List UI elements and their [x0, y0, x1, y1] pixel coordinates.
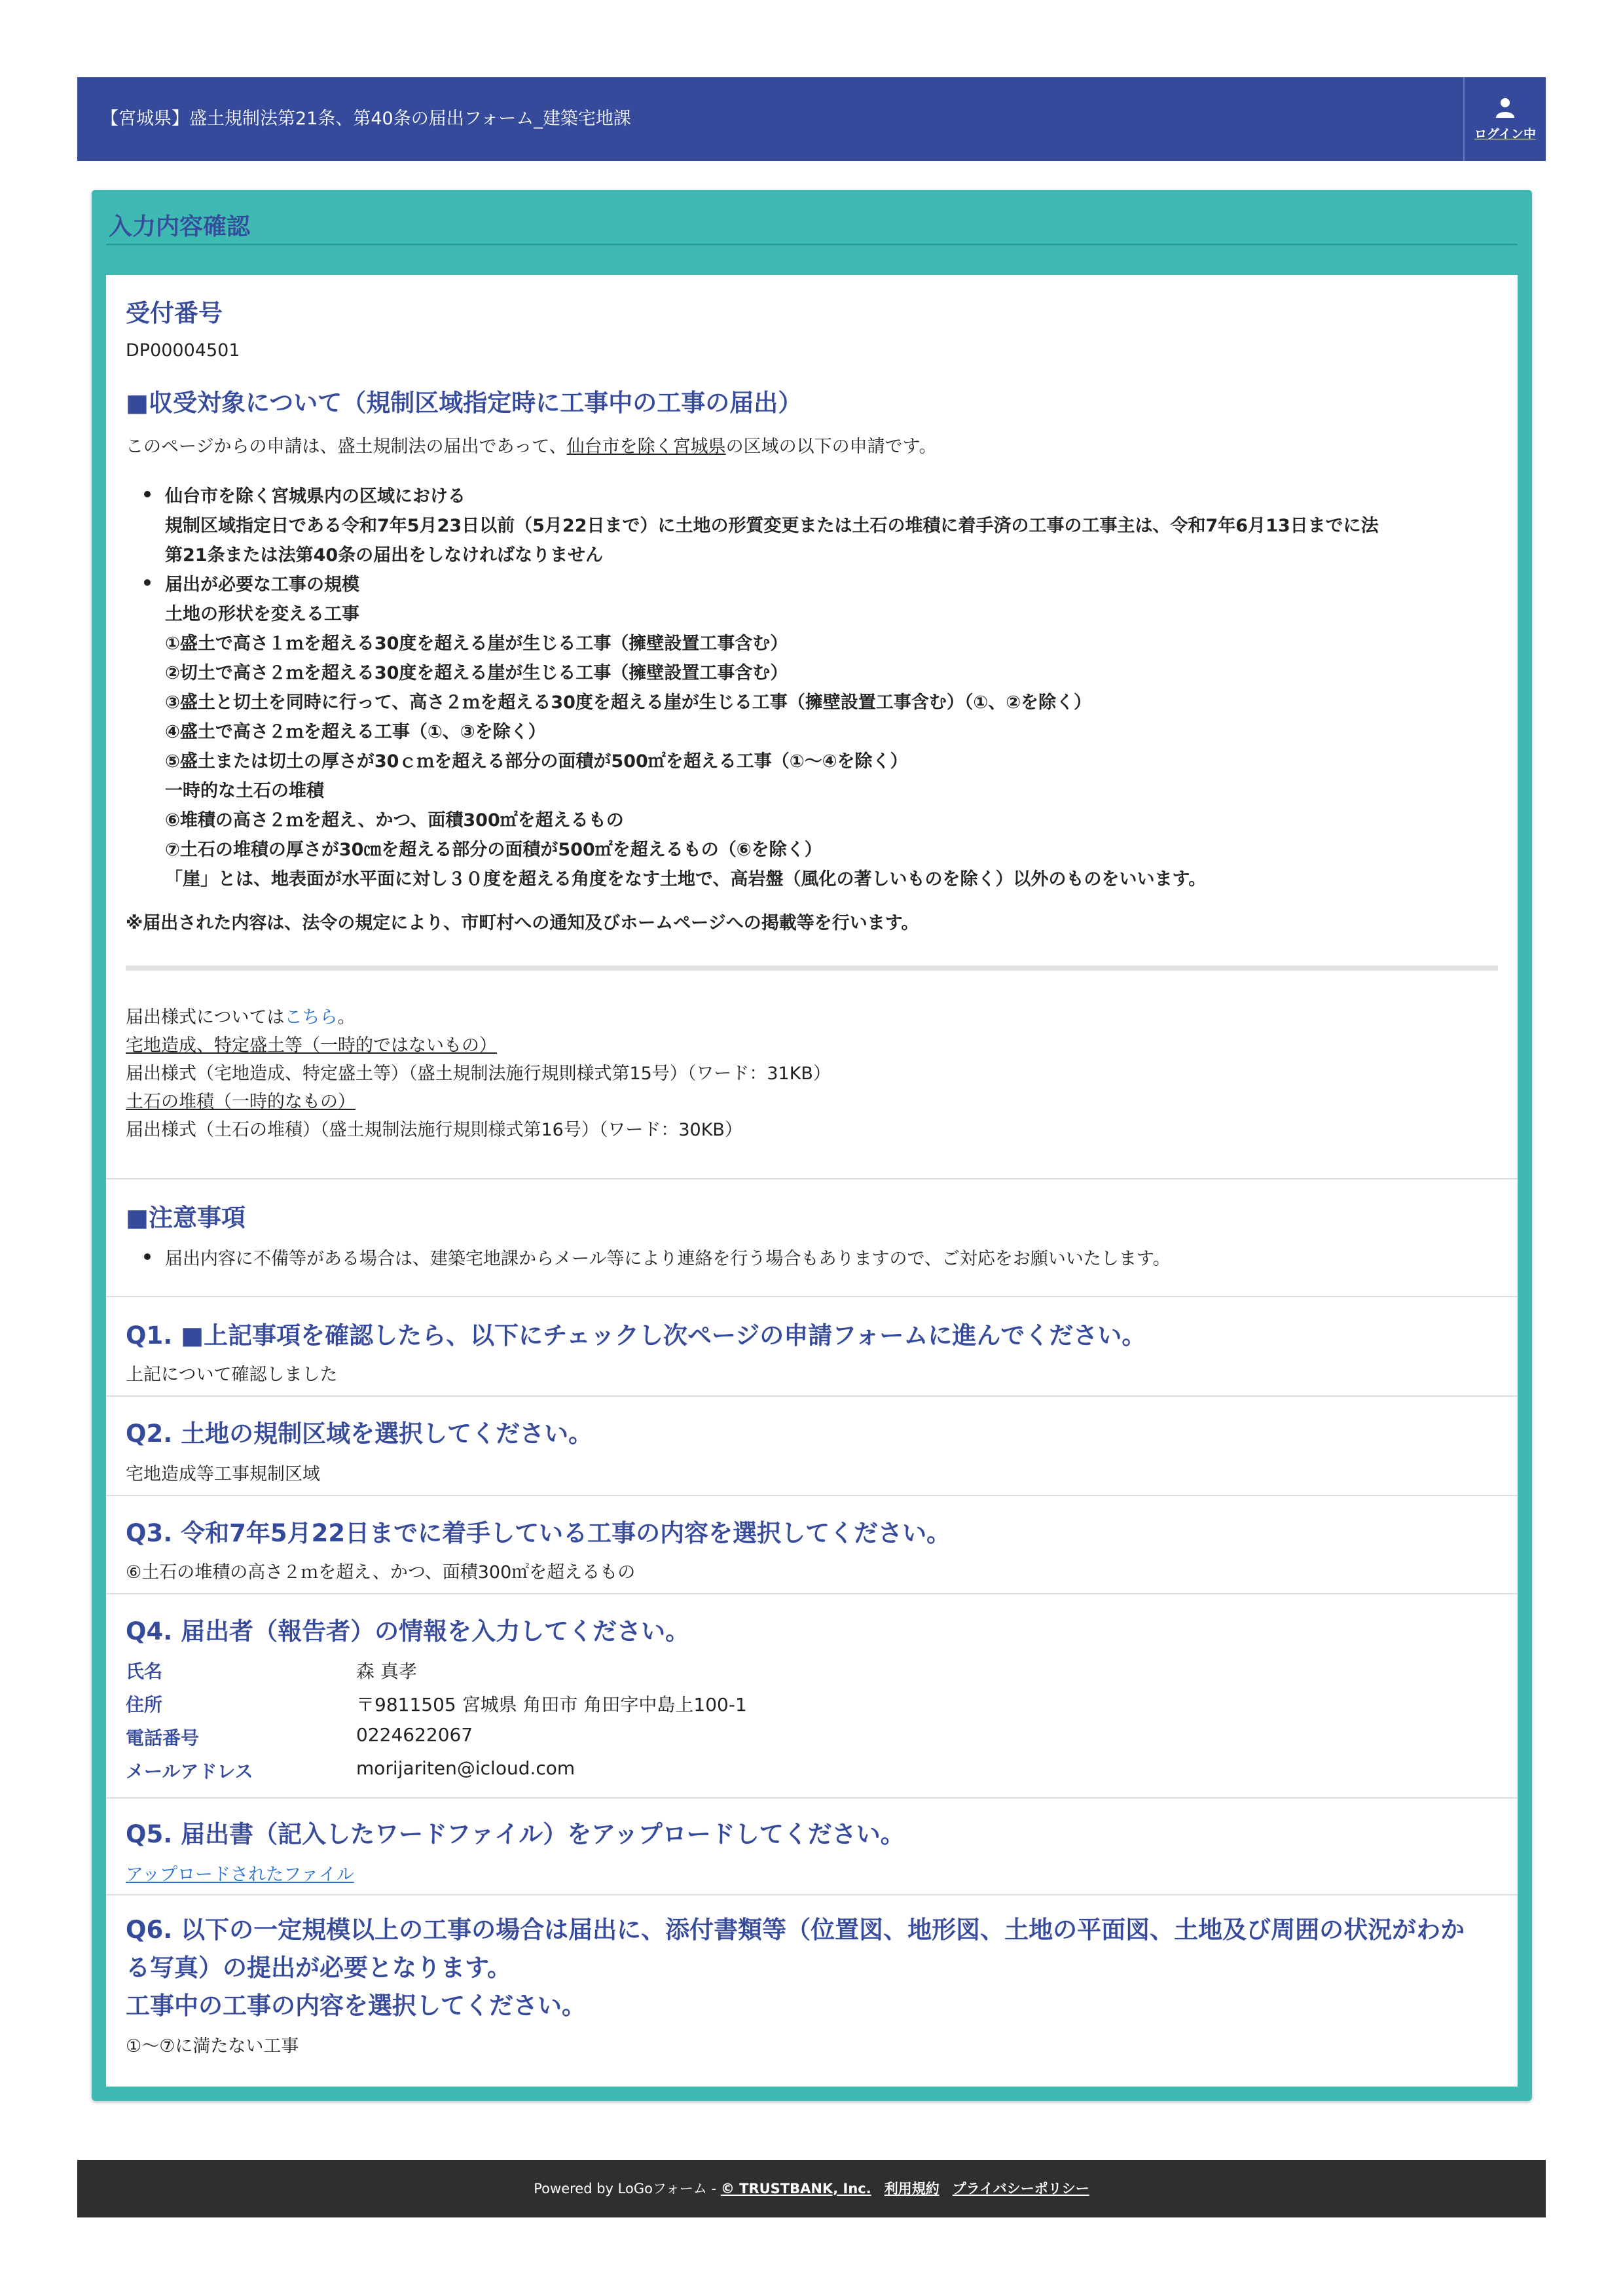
receipt-label: 受付番号: [126, 299, 223, 327]
scope-bullet2-line7: ⑤盛土または切土の厚さが30ｃｍを超える部分の面積が500㎡を超える工事（①〜④を除く）: [165, 751, 908, 772]
forms-group1: 宅地造成、特定盛土等（一時的ではないもの）: [126, 1035, 497, 1056]
notice-heading: ■注意事項: [126, 1204, 246, 1232]
bullet-dot: [144, 579, 151, 586]
scope-intro-post: の区域の以下の申請です。: [725, 437, 937, 457]
section-divider: [106, 1296, 1518, 1297]
q2-answer: 宅地造成等工事規制区域: [126, 1464, 320, 1484]
scope-bullet2-line4: ②切土で高さ２ｍを超える30度を超える崖が生じる工事（擁壁設置工事含む）: [165, 663, 788, 683]
panel-title: 入力内容確認: [109, 213, 251, 240]
scope-intro-area: 仙台市を除く宮城県: [566, 437, 726, 457]
q3-question: Q3. 令和7年5月22日までに着手している工事の内容を選択してください。: [126, 1519, 951, 1547]
footer-terms-link[interactable]: 利用規約: [884, 2181, 939, 2197]
scope-bullet1-line2: 規制区域指定日である令和7年5月23日以前（5月22日まで）に土地の形質変更または土石の堆積に着手済の工事の工事主は、令和7年6月13日までに法: [165, 516, 1379, 536]
q2-question: Q2. 土地の規制区域を選択してください。: [126, 1420, 593, 1448]
section-divider: [106, 1495, 1518, 1496]
uploaded-file-link[interactable]: アップロードされたファイル: [126, 1865, 354, 1885]
bullet-dot: [144, 491, 151, 497]
section-divider: [106, 1395, 1518, 1397]
scope-bullet1-line3: 第21条または法第40条の届出をしなければなりません: [165, 545, 604, 565]
scope-heading: ■収受対象について（規制区域指定時に工事中の工事の届出）: [126, 389, 803, 417]
receipt-number: DP00004501: [126, 340, 240, 361]
q1-answer: 上記について確認しました: [126, 1365, 338, 1385]
user-icon: [1495, 97, 1516, 119]
scope-bullet2-line6: ④盛土で高さ２ｍを超える工事（①、③を除く）: [165, 722, 546, 742]
q5-question: Q5. 届出書（記入したワードファイル）をアップロードしてください。: [126, 1820, 905, 1848]
forms-link[interactable]: こちら: [284, 1007, 338, 1028]
scope-intro: [126, 432, 937, 457]
section-divider: [106, 1894, 1518, 1895]
login-label: ログイン中: [1474, 127, 1537, 141]
q6-answer: ①〜⑦に満たない工事: [126, 2036, 299, 2056]
section-divider: [106, 1797, 1518, 1799]
scope-bullet2-line11: 「崖」とは、地表面が水平面に対し３０度を超える角度をなす土地で、高岩盤（風化の著しいものを除く）以外のものをいいます。: [165, 869, 1207, 889]
q4-email-label: メールアドレス: [126, 1761, 253, 1782]
forms-intro-pre: 届出様式については: [126, 1007, 285, 1028]
footer-powered: Powered by LoGoフォーム -: [534, 2181, 721, 2197]
forms-group2: 土石の堆積（一時的なもの）: [126, 1092, 356, 1112]
footer-company-link[interactable]: © TRUSTBANK, Inc.: [720, 2181, 871, 2197]
q6-question-line1: Q6. 以下の一定規模以上の工事の場合は届出に、添付書類等（位置図、地形図、土地の平面図、土地及び周囲の状況がわか: [126, 1916, 1465, 1944]
scope-bullet2-line2: 土地の形状を変える工事: [165, 604, 359, 624]
scope-note: ※届出された内容は、法令の規定により、市町村への通知及びホームページへの掲載等を行います。: [126, 913, 919, 933]
scope-bullet2-line8: 一時的な土石の堆積: [165, 781, 324, 801]
q4-address-label: 住所: [126, 1694, 163, 1715]
q4-address-value: 〒9811505 宮城県 角田市 角田字中島上100-1: [356, 1694, 747, 1715]
scope-bullet2-line10: ⑦土石の堆積の厚さが30㎝を超える部分の面積が500㎡を超えるもの（⑥を除く）: [165, 840, 822, 860]
scope-bullet2-line3: ①盛土で高さ１ｍを超える30度を超える崖が生じる工事（擁壁設置工事含む）: [165, 634, 788, 654]
q4-phone-label: 電話番号: [126, 1727, 200, 1749]
forms-intro: [126, 1003, 355, 1028]
q6-question-line2: る写真）の提出が必要となります。: [126, 1954, 512, 1982]
q3-answer: ⑥土石の堆積の高さ２ｍを超え、かつ、面積300㎡を超えるもの: [126, 1562, 636, 1583]
q1-question: Q1. ■上記事項を確認したら、以下にチェックし次ページの申請フォームに進んでください。: [126, 1321, 1146, 1350]
section-divider: [106, 1178, 1518, 1179]
form-title: 【宮城県】盛土規制法第21条、第40条の届出フォーム_建築宅地課: [101, 109, 631, 129]
scope-bullet2-line1: 届出が必要な工事の規模: [165, 575, 359, 595]
forms-intro-post: 。: [337, 1007, 356, 1028]
confirm-panel: [92, 190, 1532, 2101]
forms-form2[interactable]: 届出様式（土石の堆積）（盛土規制法施行規則様式第16号）（ワード：30KB）: [126, 1120, 742, 1140]
q4-phone-value: 0224622067: [356, 1724, 473, 1746]
q4-name-label: 氏名: [126, 1660, 163, 1682]
footer: [77, 2160, 1546, 2217]
scope-bullet2-line5: ③盛土と切土を同時に行って、高さ２ｍを超える30度を超える崖が生じる工事（擁壁設置工事含む）（①、②を除く）: [165, 692, 1092, 713]
section-divider: [126, 965, 1498, 971]
scope-bullet2-line9: ⑥堆積の高さ２ｍを超え、かつ、面積300㎡を超えるもの: [165, 810, 624, 831]
panel-divider: [106, 243, 1518, 245]
app-header: [77, 77, 1546, 161]
scope-bullet1-line1: 仙台市を除く宮城県内の区域における: [165, 486, 465, 507]
scope-intro-pre: このページからの申請は、盛土規制法の届出であって、: [126, 437, 567, 457]
bullet-dot: [144, 1253, 151, 1260]
login-button[interactable]: [1463, 77, 1546, 161]
confirm-card: [106, 275, 1518, 2087]
q6-question-line3: 工事中の工事の内容を選択してください。: [126, 1992, 586, 2020]
forms-form1[interactable]: 届出様式（宅地造成、特定盛土等）（盛土規制法施行規則様式第15号）（ワード：31KB）: [126, 1064, 831, 1084]
q4-email-value: morijariten@icloud.com: [356, 1757, 575, 1779]
section-divider: [106, 1593, 1518, 1594]
q4-question: Q4. 届出者（報告者）の情報を入力してください。: [126, 1617, 690, 1645]
q4-name-value: 森 真孝: [356, 1660, 417, 1682]
footer-privacy-link[interactable]: プライバシーポリシー: [952, 2181, 1089, 2197]
notice-item: 届出内容に不備等がある場合は、建築宅地課からメール等により連絡を行う場合もありますので、ご対応をお願いいたします。: [165, 1249, 1171, 1269]
